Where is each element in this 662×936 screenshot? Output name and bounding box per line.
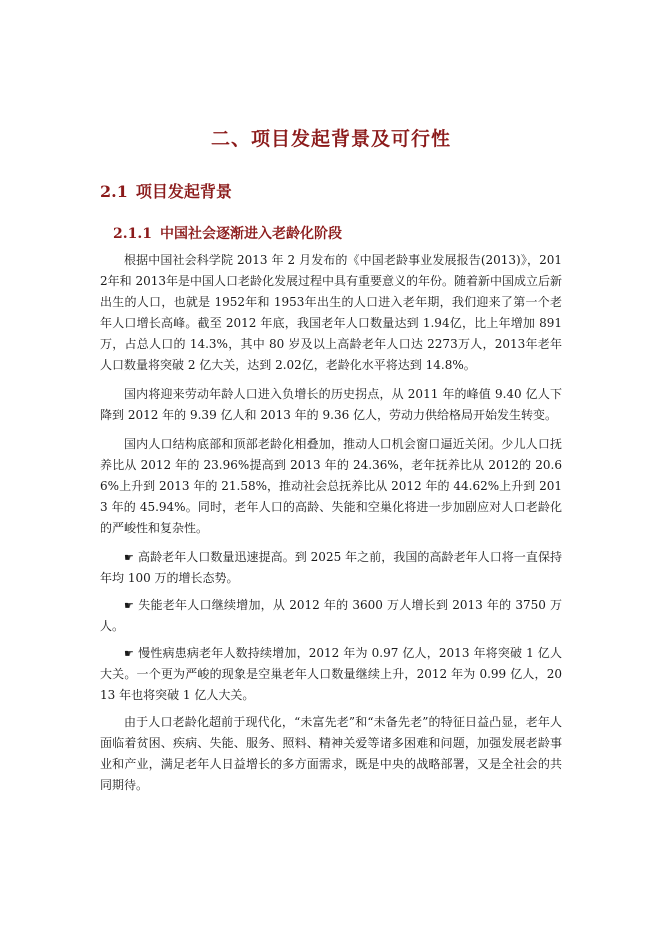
pointing-hand-icon: ☛: [124, 647, 134, 660]
pointing-hand-icon: ☛: [124, 551, 134, 564]
chapter-title: 二、项目发起背景及可行性: [210, 128, 451, 150]
subsection-heading: [113, 223, 342, 243]
paragraph: 根据中国社会科学院 2013 年 2 月发布的《中国老龄事业发展报告(2013)》，2012年和 2013年是中国人口老龄化发展过程中具有重要意义的年份。随着新中国成立后新出生的人口，也就是 1952年和 1953年出生的人口进入老年期，我们迎来了第一个老年人口增长高峰。截至 2012 年底，我国老年人口数量达到 1.94亿，比上年增加 891 万，占总人口的 14.3%，其中 80 岁及以上高龄老年人口达 2273万人，2013年老年人口数量将突破 2 亿大关，达到 2.02亿，老龄化水平将达到 14.8%。: [100, 253, 562, 372]
section-title: 项目发起背景: [135, 182, 232, 201]
body-text: [100, 250, 562, 804]
bullet-item: [100, 643, 562, 706]
pointing-hand-icon: ☛: [124, 599, 134, 612]
bullet-text: 高龄老年人口数量迅速提高。到 2025 年之前，我国的高龄老年人口将一直保持年均 100 万的增长态势。: [100, 550, 562, 585]
subsection-title: 中国社会逐渐进入老龄化阶段: [159, 226, 342, 242]
section-number: 2.1: [100, 182, 128, 201]
paragraph: 国内人口结构底部和顶部老龄化相叠加，推动人口机会窗口逼近关闭。少儿人口抚养比从 2012 年的 23.96%提高到 2013 年的 24.36%，老年抚养比从 2012的 20.66%上升到 2013 年的 21.58%，推动社会总抚养比从 2012 年的 44.62%上升到 2013 年的 45.94%。同时，老年人口的高龄、失能和空巢化将进一步加剧应对人口老龄化的严峻性和复杂性。: [100, 437, 562, 535]
bullet-item: [100, 595, 562, 637]
subsection-number: 2.1.1: [113, 226, 152, 242]
closing-paragraph: 由于人口老龄化超前于现代化，“未富先老”和“未备先老”的特征日益凸显，老年人面临着贫困、疾病、失能、服务、照料、精神关爱等诸多困难和问题，加强发展老龄事业和产业，满足老年人日益增长的多方面需求，既是中央的战略部署，又是全社会的共同期待。: [100, 715, 562, 792]
section-heading: [100, 179, 232, 202]
paragraph: 国内将迎来劳动年龄人口进入负增长的历史拐点，从 2011 年的峰值 9.40 亿人下降到 2012 年的 9.39 亿人和 2013 年的 9.36 亿人，劳动力供给格局开始发生转变。: [100, 387, 562, 422]
bullet-text: 失能老年人口继续增加，从 2012 年的 3600 万人增长到 2013 年的 3750 万人。: [100, 598, 562, 633]
bullet-item: [100, 547, 562, 589]
bullet-text: 慢性病患病老年人数持续增加，2012 年为 0.97 亿人，2013 年将突破 1 亿人大关。一个更为严峻的现象是空巢老年人口数量继续上升，2012 年为 0.99 亿人，2013 年也将突破 1 亿人大关。: [100, 646, 562, 702]
